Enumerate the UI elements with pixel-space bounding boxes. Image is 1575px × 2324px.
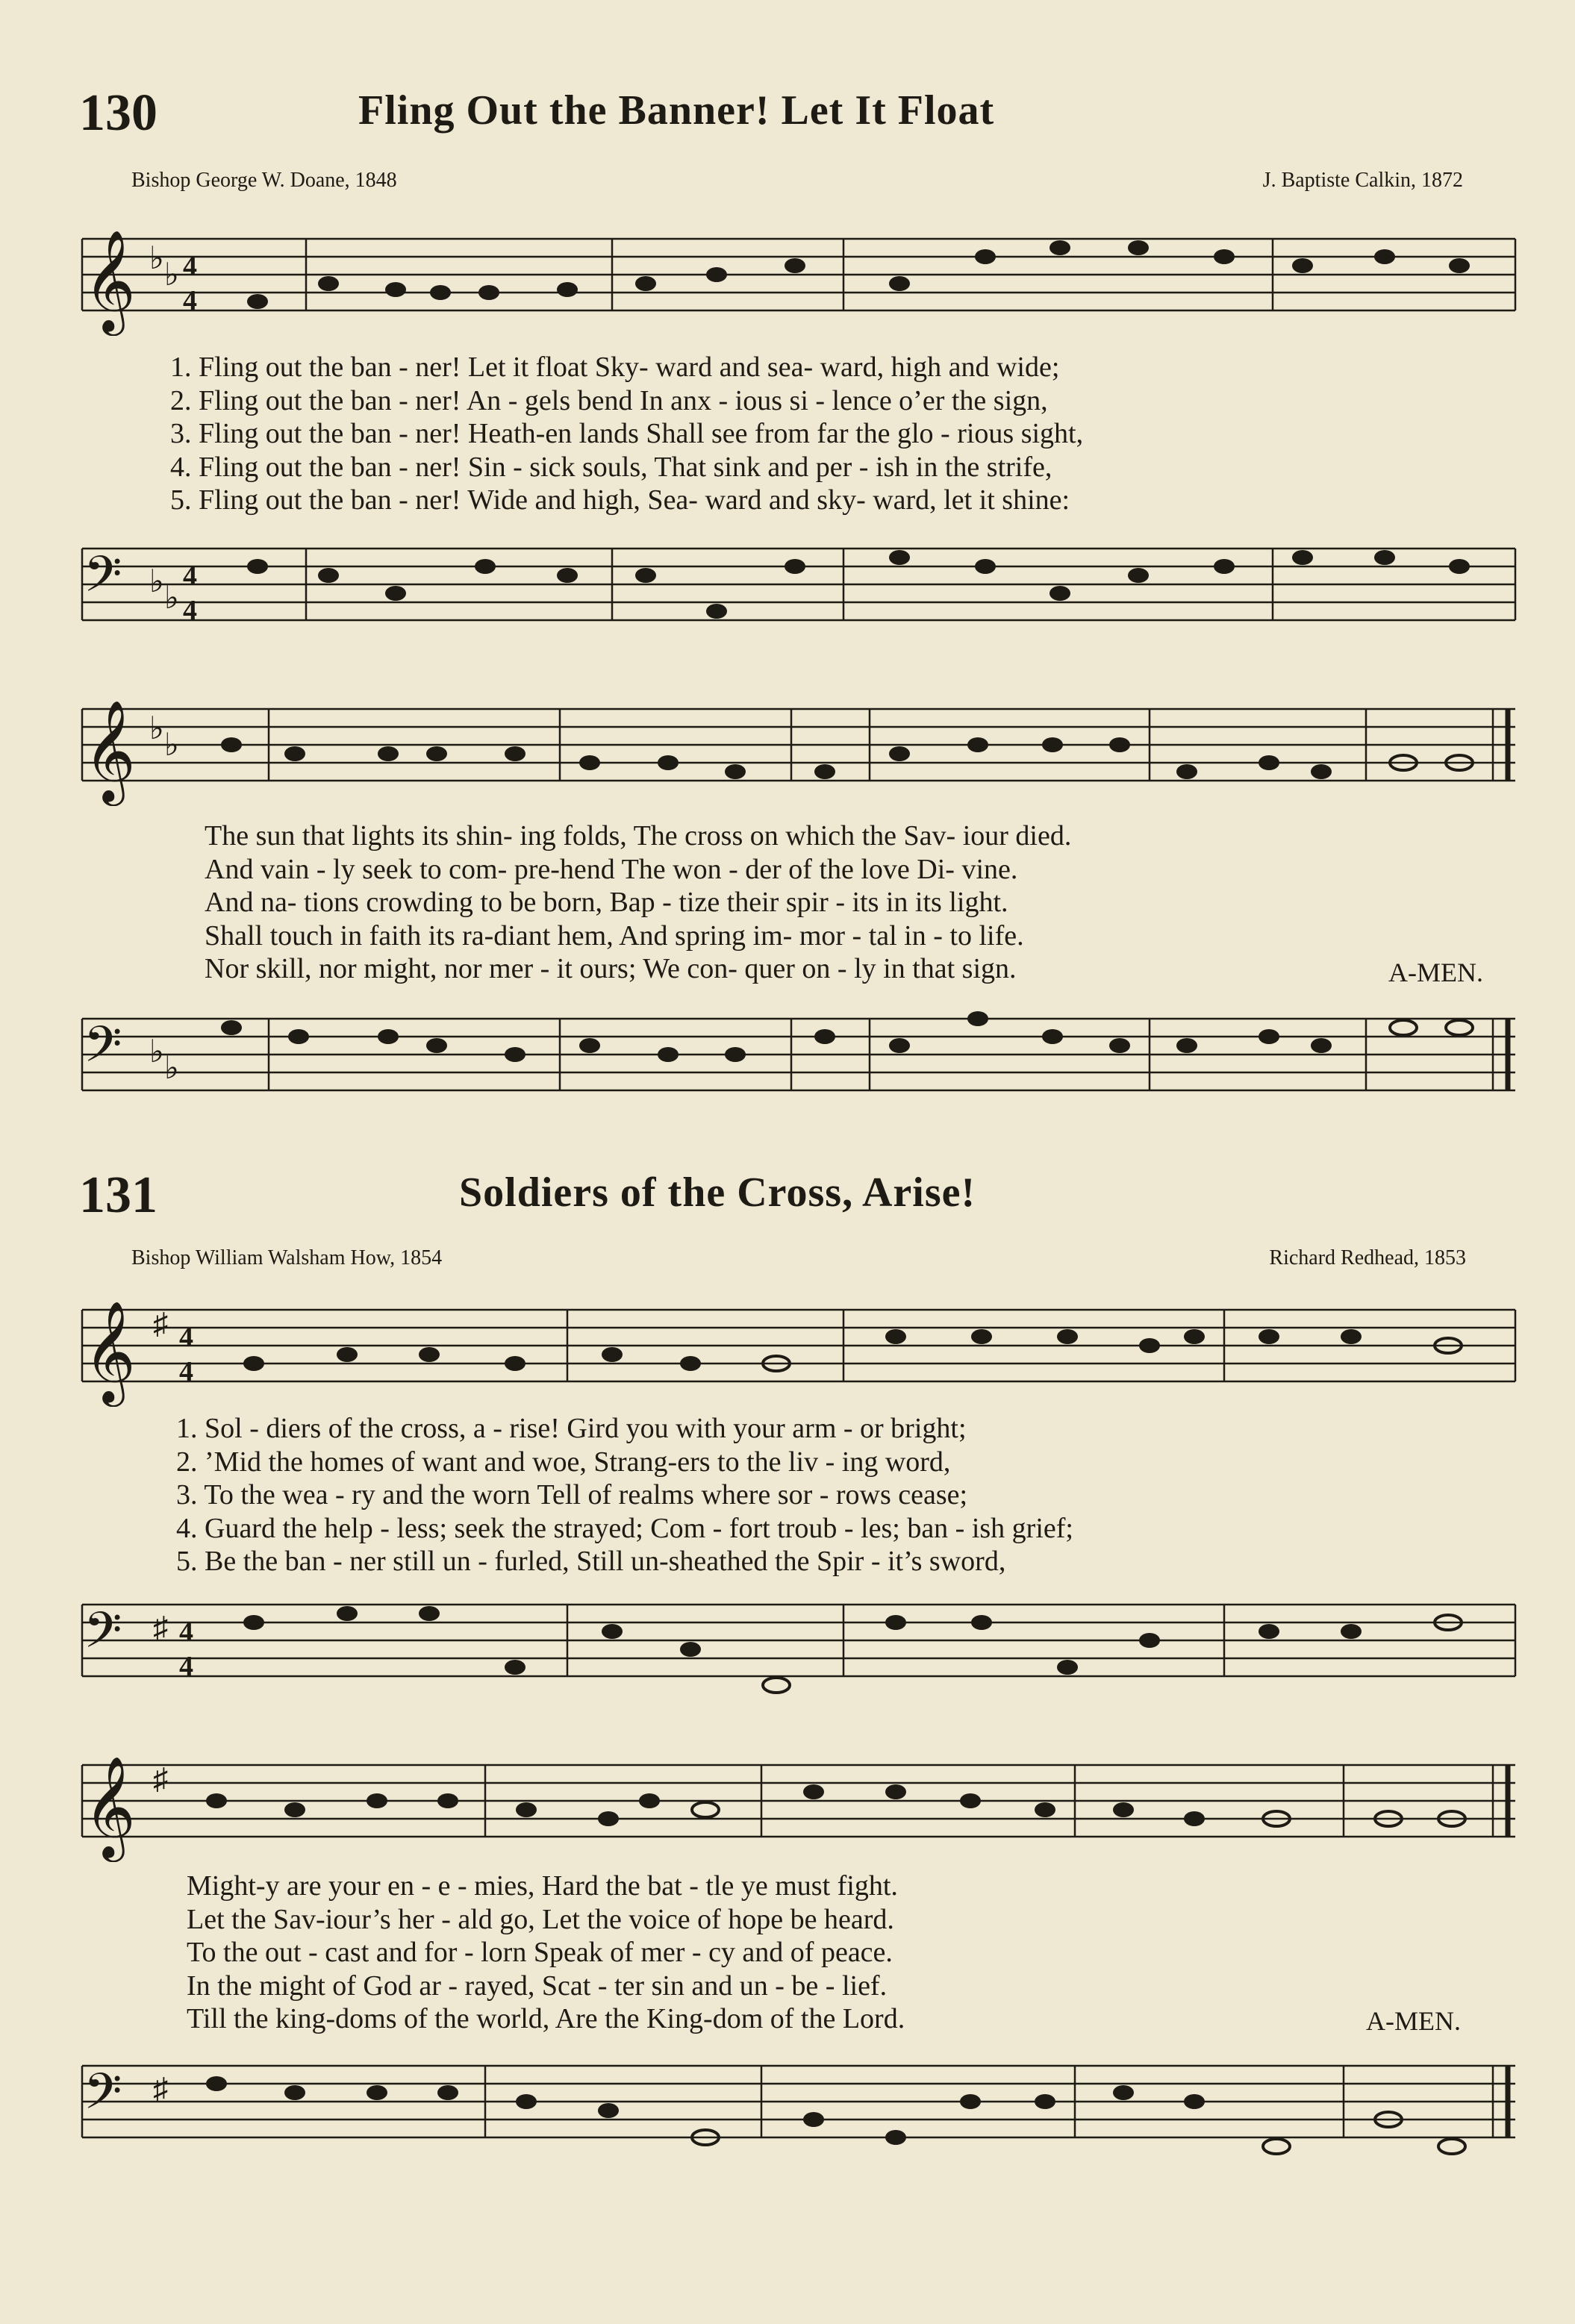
verse-line: And vain - ly seek to com- pre-hend The won - der of the love Di- vine. (205, 853, 1018, 885)
verse-lines (205, 819, 1071, 986)
svg-text:♯: ♯ (153, 1307, 168, 1340)
bass-staff (0, 1590, 1575, 1717)
verse-line: 3. To the wea - ry and the worn Tell of realms where sor - rows cease; (176, 1479, 968, 1511)
verse-lines (187, 1869, 905, 2036)
treble-staff (0, 694, 1575, 806)
svg-text:♭: ♭ (149, 1035, 164, 1069)
svg-text:4: 4 (179, 1322, 193, 1353)
verse-line: Nor skill, nor might, nor mer - it ours; We con- quer on - ly in that sign. (205, 953, 1017, 984)
svg-text:𝄢: 𝄢 (84, 2063, 122, 2132)
svg-text:4: 4 (183, 560, 197, 592)
hymn-number: 131 (79, 1166, 158, 1224)
music-credit: Richard Redhead, 1853 (1269, 1246, 1466, 1269)
svg-text:𝄢: 𝄢 (84, 1602, 122, 1671)
verse-lines (170, 351, 1083, 517)
verse-line: Shall touch in faith its ra-diant hem, And spring im- mor - tal in - to life. (205, 919, 1024, 952)
verse-line: 1. Sol - diers of the cross, a - rise! Gird you with your arm - or bright; (176, 1413, 967, 1444)
svg-text:𝄞: 𝄞 (84, 228, 136, 331)
verse-line: In the might of God ar - rayed, Scat - ter sin and un - be - lief. (187, 1970, 888, 2002)
svg-text:♭: ♭ (164, 728, 179, 763)
words-credit: Bishop George W. Doane, 1848 (131, 169, 397, 192)
verse-line: The sun that lights its shin- ing folds, The cross on which the Sav- iour died. (205, 820, 1072, 852)
bass-staff (0, 2051, 1575, 2178)
words-credit: Bishop William Walsham How, 1854 (131, 1246, 443, 1269)
verse-line: Let the Sav-iour’s her - ald go, Let the voice of hope be heard. (187, 1903, 894, 1935)
hymn-title: Soldiers of the Cross, Arise! (459, 1169, 976, 1216)
music-credit: J. Baptiste Calkin, 1872 (1262, 169, 1463, 192)
svg-text:𝄢: 𝄢 (84, 546, 122, 615)
svg-text:♯: ♯ (153, 1611, 168, 1644)
treble-staff (0, 1750, 1575, 1862)
verse-line: Might-y are your en - e - mies, Hard the bat - tle ye must fight. (187, 1870, 898, 1902)
svg-text:𝄞: 𝄞 (84, 1299, 136, 1402)
svg-text:♭: ♭ (164, 258, 179, 293)
svg-text:4: 4 (179, 1617, 193, 1648)
svg-text:4: 4 (179, 1651, 193, 1682)
hymn-title: Fling Out the Banner! Let It Float (358, 87, 995, 134)
svg-text:♯: ♯ (153, 1762, 168, 1796)
verse-line: 3. Fling out the ban - ner! Heath-en lands Shall see from far the glo - rious sight, (170, 418, 1084, 449)
verse-line: 4. Guard the help - less; seek the strayed; Com - fort troub - les; ban - ish grief; (176, 1512, 1073, 1544)
verse-lines (176, 1412, 1073, 1578)
svg-text:𝄞: 𝄞 (84, 1755, 136, 1858)
verse-line: To the out - cast and for - lorn Speak of mer - cy and of peace. (187, 1937, 893, 1968)
verse-line: 2. Fling out the ban - ner! An - gels bend In anx - ious si - lence o’er the sign, (170, 384, 1048, 416)
verse-line: 4. Fling out the ban - ner! Sin - sick souls, That sink and per - ish in the strife, (170, 451, 1052, 483)
svg-text:𝄢: 𝄢 (84, 1016, 122, 1085)
treble-staff (0, 224, 1575, 336)
treble-staff (0, 1295, 1575, 1407)
svg-text:♭: ♭ (149, 565, 164, 599)
svg-text:𝄞: 𝄞 (84, 699, 136, 802)
bass-staff (0, 534, 1575, 660)
svg-text:4: 4 (183, 285, 197, 316)
svg-text:♯: ♯ (153, 2072, 168, 2105)
bass-staff (0, 1004, 1575, 1131)
verse-line: And na- tions crowding to be born, Bap - tize their spir - its in its light. (205, 887, 1008, 918)
svg-text:♭: ♭ (164, 1052, 179, 1086)
verse-line: 2. ’Mid the homes of want and woe, Strang-ers to the liv - ing word, (176, 1446, 951, 1478)
hymn-number: 130 (79, 84, 158, 142)
svg-text:4: 4 (179, 1356, 193, 1387)
svg-text:4: 4 (183, 251, 197, 282)
verse-line: 1. Fling out the ban - ner! Let it float Sky- ward and sea- ward, high and wide; (170, 352, 1060, 383)
verse-line: Till the king-doms of the world, Are the King-dom of the Lord. (187, 2003, 905, 2034)
svg-text:♭: ♭ (149, 242, 164, 276)
svg-text:♭: ♭ (149, 712, 164, 746)
verse-line: 5. Be the ban - ner still un - furled, Still un-sheathed the Spir - it’s sword, (176, 1546, 1006, 1577)
svg-text:4: 4 (183, 595, 197, 626)
amen-label: A-MEN. (1388, 958, 1483, 987)
svg-text:♭: ♭ (164, 581, 179, 616)
amen-label: A-MEN. (1366, 2006, 1461, 2036)
verse-line: 5. Fling out the ban - ner! Wide and high, Sea- ward and sky- ward, let it shine: (170, 484, 1070, 516)
